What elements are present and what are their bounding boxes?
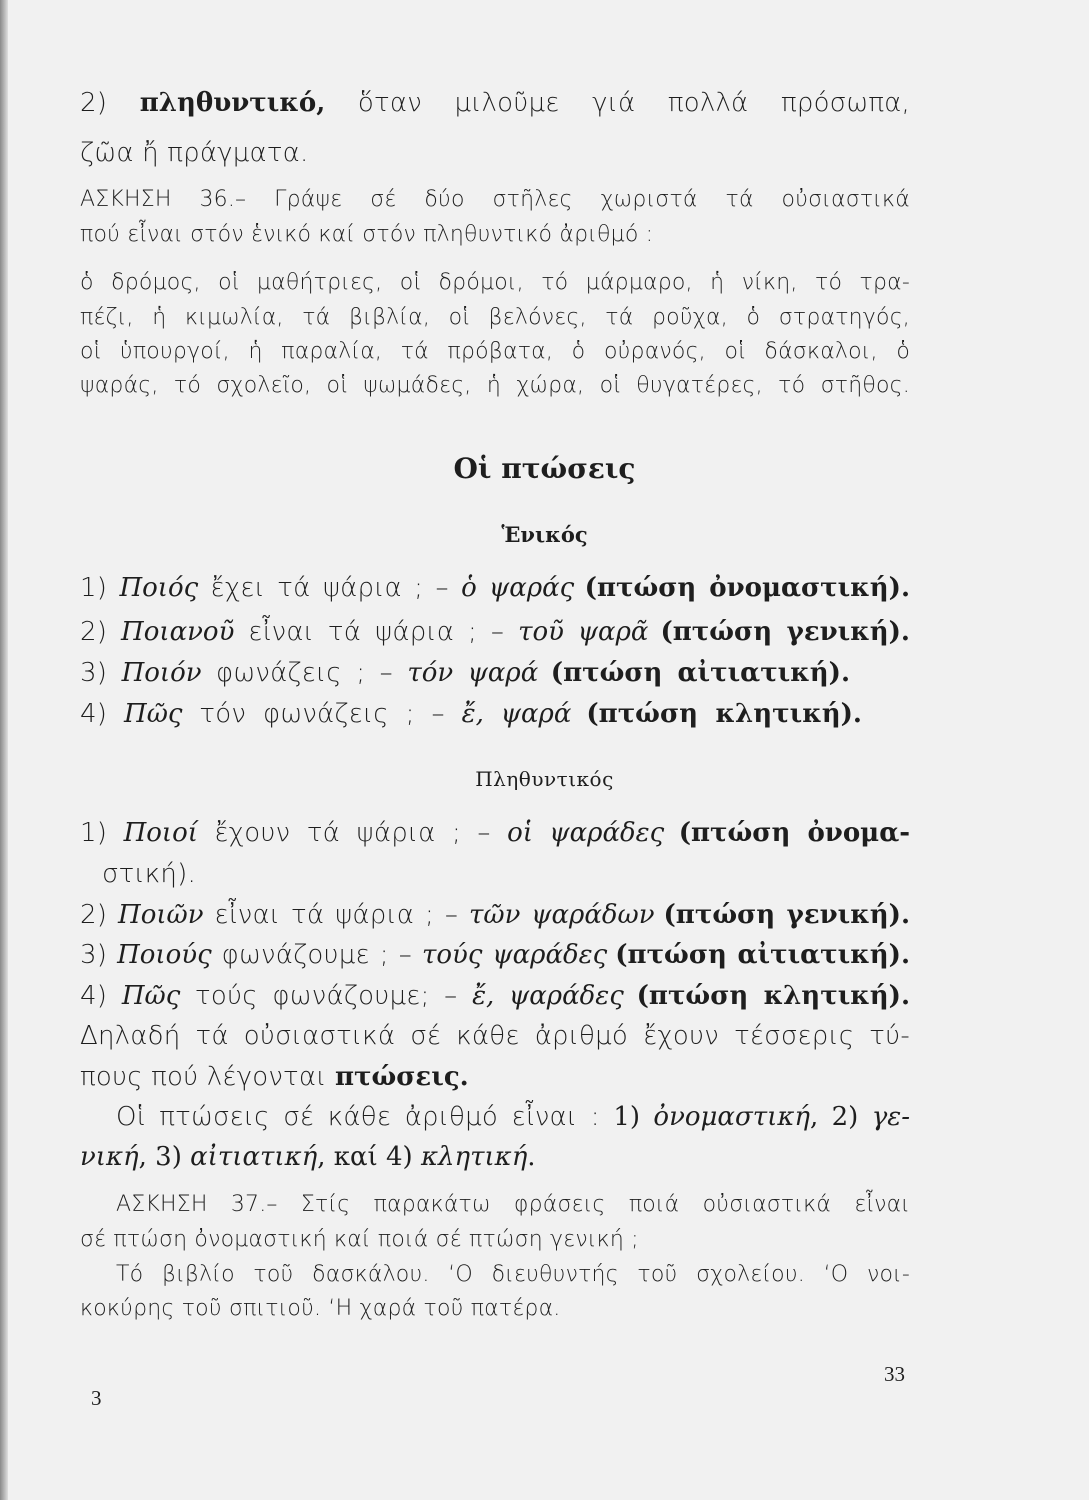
singular-case-line: 4) Πῶς τόν φωνάζεις ; – ἔ, ψαρά (πτώση κλητική). bbox=[80, 699, 862, 729]
book-spine-shadow bbox=[0, 0, 8, 1500]
singular-case-line: 3) Ποιόν φωνάζεις ; – τόν ψαρά (πτώση αἰτιατική). bbox=[80, 658, 851, 688]
exercise-36-instruction: ΑΣΚΗΣΗ 36.– Γράψε σέ δύο στῆλες χωριστά τά οὐσιαστικά bbox=[80, 187, 910, 212]
cases-list-line: Οἱ πτώσεις σέ κάθε ἀριθμό εἶναι : 1) ὀνομαστική, 2) γε- bbox=[116, 1102, 910, 1132]
singular-heading: Ἑνικός bbox=[501, 522, 588, 547]
singular-case-line: 2) Ποιανοῦ εἶναι τά ψάρια ; – τοῦ ψαρᾶ (πτώση γενική). bbox=[80, 617, 910, 647]
cases-list-line: νική, 3) αἰτιατική, καί 4) κλητική. bbox=[80, 1142, 536, 1172]
word-list-line: ὁ δρόμος, οἱ μαθήτριες, οἱ δρόμοι, τό μάρμαρο, ἡ νίκη, τό τρα- bbox=[80, 270, 910, 295]
word-list-line: οἱ ὑπουργοί, ἡ παραλία, τά πρόβατα, ὁ οὐρανός, οἱ δάσκαλοι, ὁ bbox=[80, 339, 910, 364]
plural-case-line-continuation: στική). bbox=[102, 859, 196, 889]
plural-definition-line: 2) πληθυντικό, ὅταν μιλοῦμε γιά πολλά πρόσωπα, bbox=[80, 88, 910, 118]
signature-mark: 3 bbox=[91, 1386, 102, 1410]
section-title: Οἱ πτώσεις bbox=[453, 452, 636, 485]
exercise-37-instruction-continuation: σέ πτώση ὀνομαστική καί ποιά σέ πτώση γενική ; bbox=[80, 1227, 639, 1252]
exercise-37-instruction: ΑΣΚΗΣΗ 37.– Στίς παρακάτω φράσεις ποιά οὐσιαστικά εἶναι bbox=[116, 1192, 910, 1217]
plural-case-line: 4) Πῶς τούς φωνάζουμε; – ἔ, ψαράδες (πτώση κλητική). bbox=[80, 981, 911, 1011]
singular-case-line: 1) Ποιός ἔχει τά ψάρια ; – ὁ ψαράς (πτώση ὀνομαστική). bbox=[80, 573, 910, 603]
plural-case-line: 1) Ποιοί ἔχουν τά ψάρια ; – οἱ ψαράδες (πτώση ὀνομα- bbox=[80, 818, 910, 848]
exercise-36-instruction-continuation: πού εἶναι στόν ἑνικό καί στόν πληθυντικό ἀριθμό : bbox=[80, 222, 654, 247]
exercise-37-phrases-continuation: κοκύρης τοῦ σπιτιοῦ. ‘Η χαρά τοῦ πατέρα. bbox=[80, 1296, 561, 1321]
explanation-line: Δηλαδή τά οὐσιαστικά σέ κάθε ἀριθμό ἔχουν τέσσερις τύ- bbox=[80, 1021, 910, 1051]
explanation-line: πους πού λέγονται πτώσεις. bbox=[80, 1062, 469, 1092]
plural-case-line: 2) Ποιῶν εἶναι τά ψάρια ; – τῶν ψαράδων (πτώση γενική). bbox=[80, 900, 910, 930]
page-number: 33 bbox=[884, 1362, 905, 1386]
exercise-37-phrases: Τό βιβλίο τοῦ δασκάλου. ‘Ο διευθυντής τοῦ σχολείου. ‘Ο νοι- bbox=[116, 1262, 910, 1287]
plural-case-line: 3) Ποιούς φωνάζουμε ; – τούς ψαράδες (πτώση αἰτιατική). bbox=[80, 940, 910, 970]
word-list-line: πέζι, ἡ κιμωλία, τά βιβλία, οἱ βελόνες, τά ροῦχα, ὁ στρατηγός, bbox=[80, 305, 910, 330]
plural-heading: Πληθυντικός bbox=[475, 767, 614, 791]
plural-definition-continuation: ζῶα ἤ πράγματα. bbox=[80, 138, 309, 168]
word-list-line: ψαράς, τό σχολεῖο, οἱ ψωμάδες, ἡ χώρα, οἱ θυγατέρες, τό στῆθος. bbox=[80, 373, 910, 398]
